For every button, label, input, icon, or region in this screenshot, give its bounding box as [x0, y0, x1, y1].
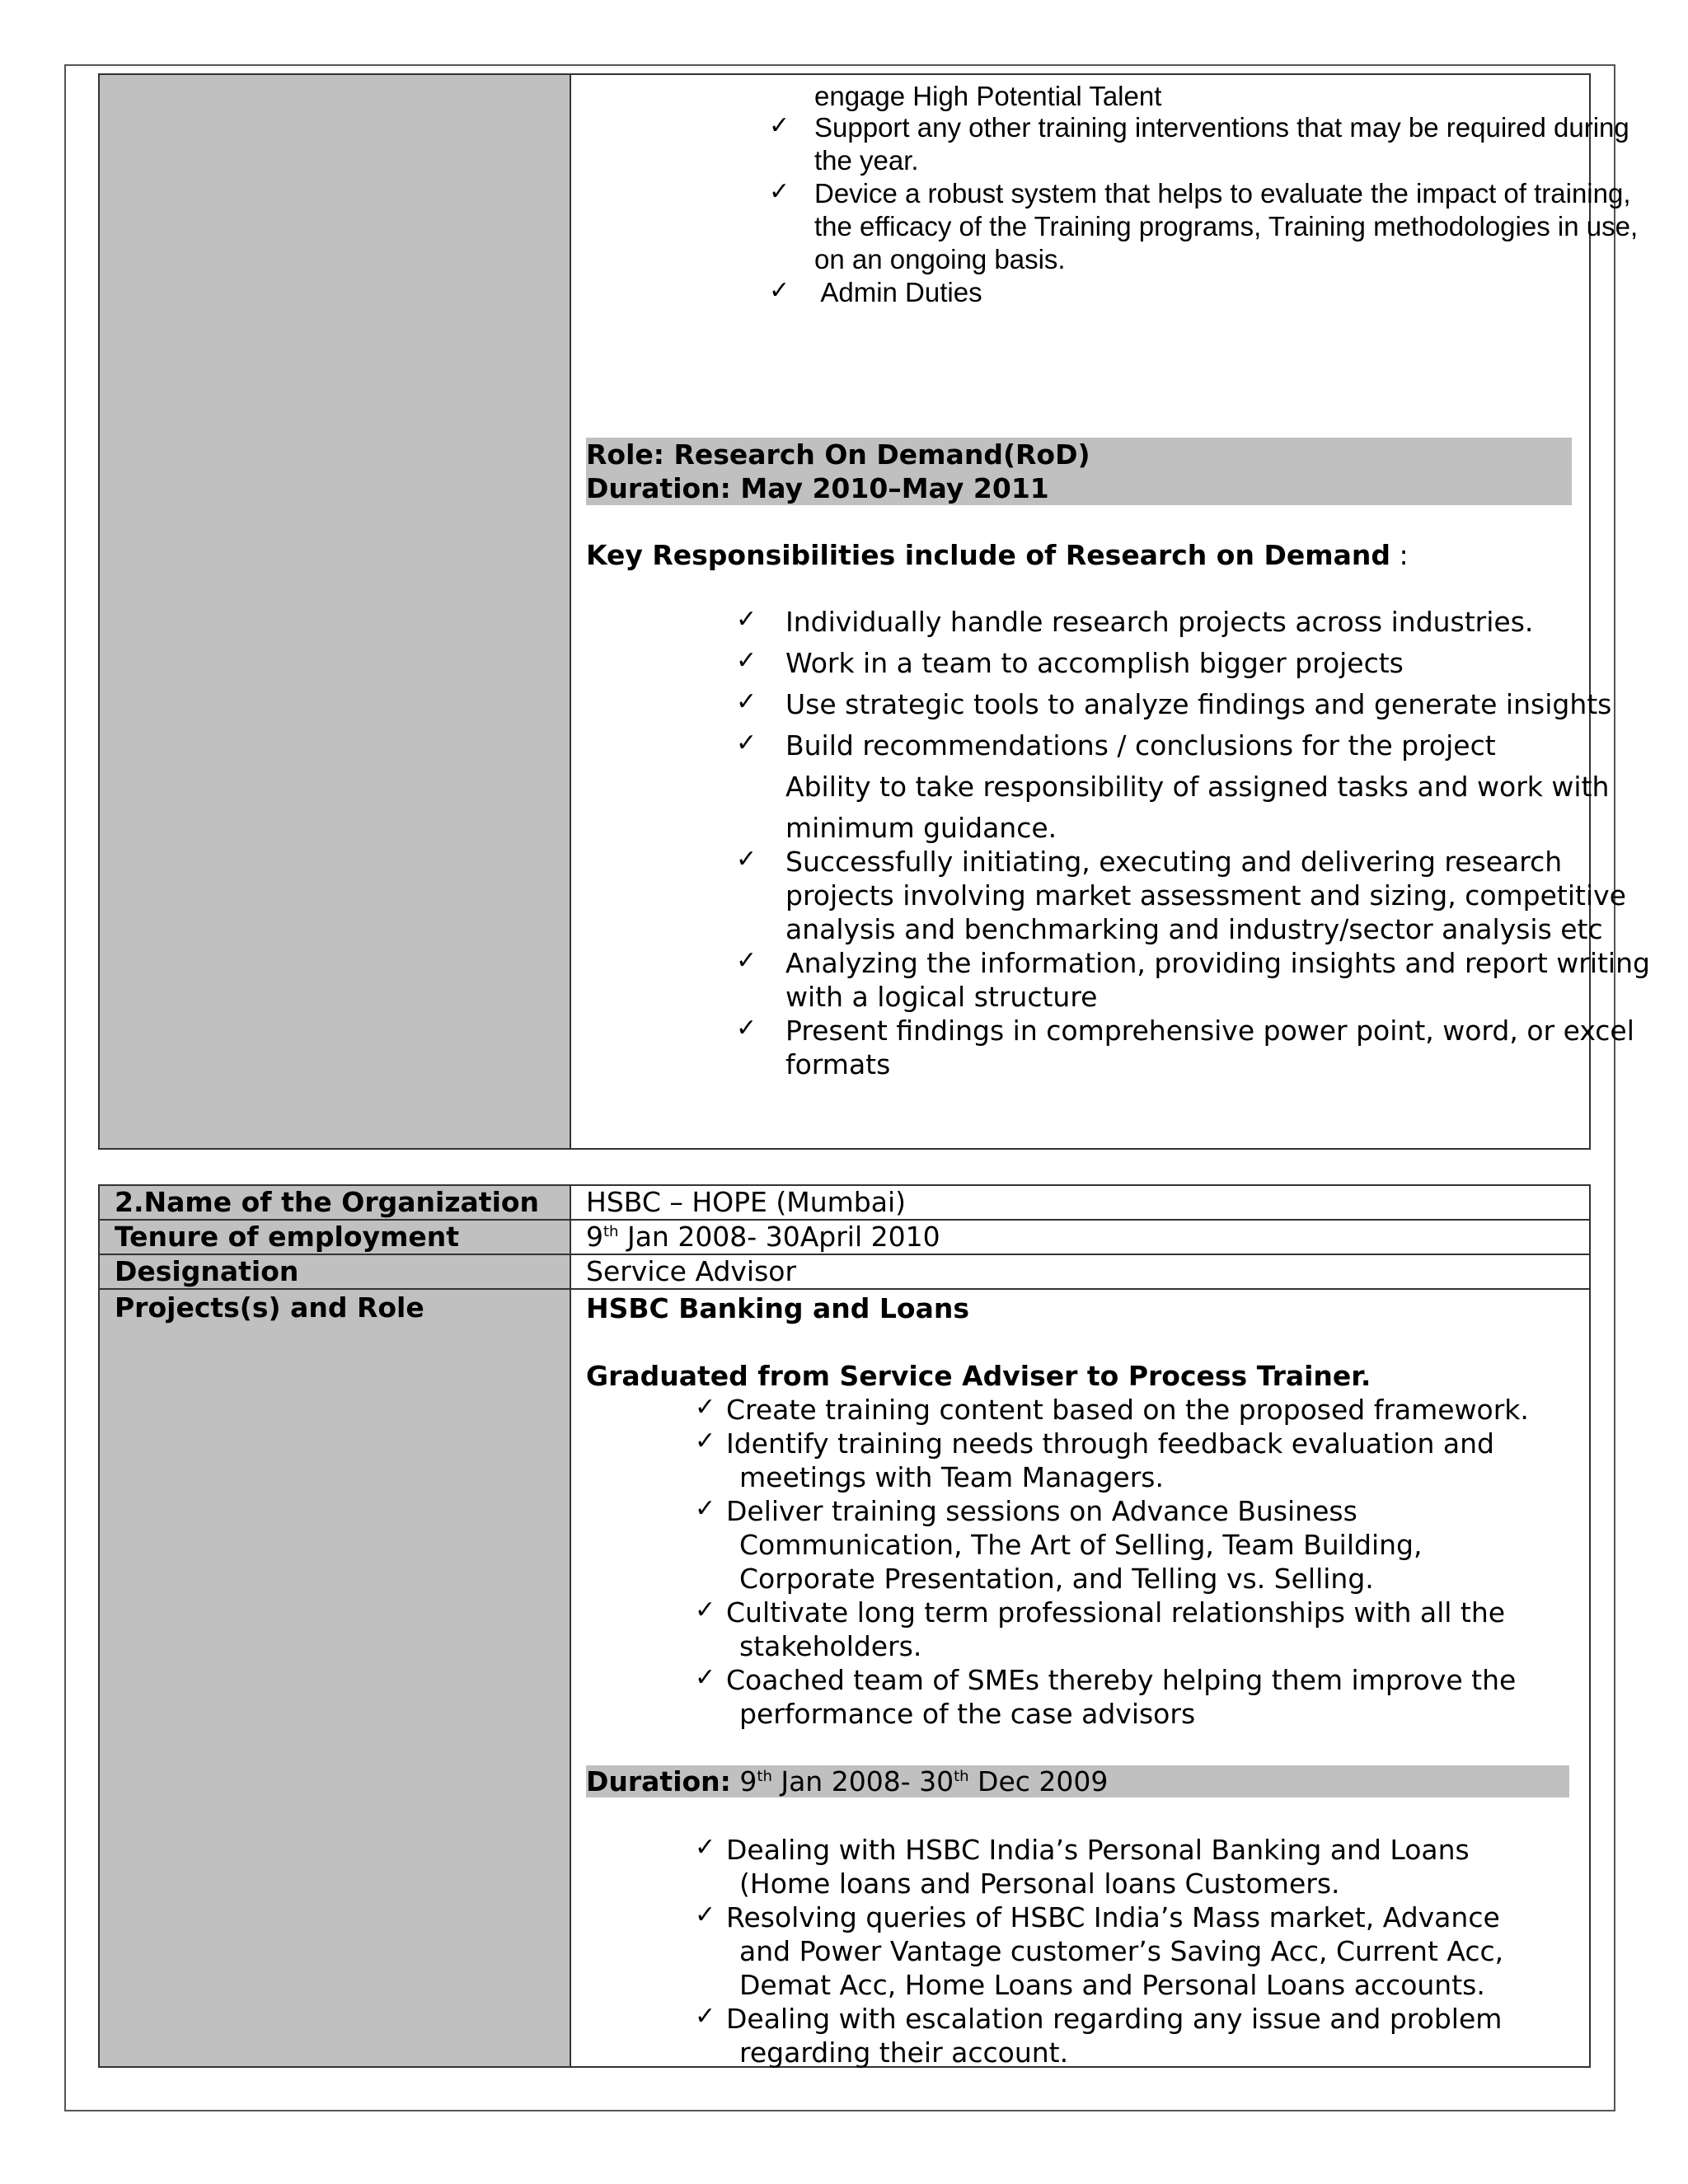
tenure-label: Tenure of employment: [115, 1221, 460, 1253]
list-item-cont: on an ongoing basis.: [814, 244, 1066, 274]
key-responsibilities-heading: [586, 538, 1409, 572]
key-responsibilities-label: Key Responsibilities include of Research on Demand: [586, 539, 1390, 571]
check-icon: ✓: [736, 687, 757, 716]
check-icon: ✓: [769, 276, 790, 305]
list-item-cont: projects involving market assessment and sizing, competitive: [785, 879, 1626, 912]
ability-line: Ability to take responsibility of assigned tasks and work with: [785, 771, 1610, 803]
tenure-day-suffix: th: [603, 1223, 619, 1240]
duration-end-suffix: th: [954, 1768, 969, 1785]
list-item: Individually handle research projects across industries.: [785, 606, 1534, 638]
designation-label: Designation: [115, 1255, 299, 1287]
list-item-cont: analysis and benchmarking and industry/sector analysis etc: [785, 913, 1603, 945]
list-item-cont: Communication, The Art of Selling, Team Building,: [739, 1529, 1423, 1561]
list-item-cont: stakeholders.: [739, 1630, 922, 1662]
list-item: Admin Duties: [814, 277, 982, 307]
check-icon: ✓: [736, 946, 757, 975]
list-item: Work in a team to accomplish bigger projects: [785, 647, 1404, 679]
check-icon: ✓: [695, 1427, 716, 1455]
list-item-cont: the year.: [814, 145, 919, 176]
check-icon: ✓: [695, 1494, 716, 1523]
duration-label: Duration:: [586, 1765, 731, 1797]
org-label: 2.Name of the Organization: [115, 1186, 540, 1218]
designation-value: Service Advisor: [586, 1255, 797, 1287]
list-item: Dealing with HSBC India’s Personal Banking and Loans: [726, 1834, 1470, 1866]
check-icon: ✓: [769, 111, 790, 140]
list-item-cont: the efficacy of the Training programs, Training methodologies in use,: [814, 211, 1639, 241]
list-item-cont: and Power Vantage customer’s Saving Acc, Current Acc,: [739, 1935, 1504, 1967]
details-column: [571, 75, 1650, 1148]
list-item-cont: (Home loans and Personal loans Customers.: [739, 1868, 1340, 1900]
list-item: Dealing with escalation regarding any issue and problem: [726, 2003, 1503, 2035]
check-icon: ✓: [736, 1014, 757, 1043]
duration-start-day: 9: [730, 1765, 757, 1797]
check-icon: ✓: [736, 605, 757, 634]
ability-line-cont: minimum guidance.: [785, 812, 1057, 844]
continued-line: engage High Potential Talent: [814, 81, 1162, 111]
list-item: Build recommendations / conclusions for the project: [785, 729, 1496, 762]
list-item: Support any other training interventions that may be required during: [814, 112, 1629, 143]
list-item: Resolving queries of HSBC India’s Mass market, Advance: [726, 1901, 1500, 1933]
check-icon: ✓: [695, 1663, 716, 1692]
list-item: Device a robust system that helps to evaluate the impact of training,: [814, 178, 1631, 209]
duration-end: Dec 2009: [968, 1765, 1109, 1797]
org-value: HSBC – HOPE (Mumbai): [586, 1186, 906, 1218]
list-item-cont: with a logical structure: [785, 981, 1098, 1013]
tenure-day: 9: [586, 1221, 603, 1253]
role-title: Role: Research On Demand(RoD): [586, 438, 1090, 471]
check-icon: ✓: [736, 845, 757, 874]
check-icon: ✓: [736, 646, 757, 675]
check-icon: ✓: [769, 177, 790, 206]
key-responsibilities-colon: :: [1390, 539, 1409, 571]
projects-label: Projects(s) and Role: [115, 1291, 424, 1324]
list-item: Coached team of SMEs thereby helping them improve the: [726, 1664, 1517, 1696]
list-item: Deliver training sessions on Advance Business: [726, 1495, 1357, 1527]
list-item-cont: performance of the case advisors: [739, 1698, 1196, 1730]
list-item-cont: Demat Acc, Home Loans and Personal Loans accounts.: [739, 1969, 1485, 2001]
projects-details: [571, 1186, 1589, 2069]
duration-middle: Jan 2008- 30: [771, 1765, 954, 1797]
list-item-cont: Corporate Presentation, and Telling vs. Selling.: [739, 1563, 1374, 1595]
list-item: Analyzing the information, providing insights and report writing: [785, 947, 1650, 979]
check-icon: ✓: [695, 1596, 716, 1624]
duration-line: [586, 1765, 1108, 1798]
check-icon: ✓: [736, 729, 757, 757]
left-label-column: [100, 75, 571, 1148]
list-item: Cultivate long term professional relationships with all the: [726, 1596, 1506, 1629]
list-item: Create training content based on the proposed framework.: [726, 1394, 1529, 1426]
list-item: Present findings in comprehensive power point, word, or excel: [785, 1015, 1634, 1047]
list-item-cont: regarding their account.: [739, 2036, 1069, 2069]
experience-table-hsbc: [98, 1184, 1591, 2068]
graduated-heading: Graduated from Service Adviser to Process Trainer.: [586, 1360, 1372, 1392]
list-item-cont: meetings with Team Managers.: [739, 1461, 1164, 1493]
role-duration: Duration: May 2010–May 2011: [586, 472, 1049, 504]
list-item-cont: formats: [785, 1048, 891, 1080]
duration-start-suffix: th: [757, 1768, 772, 1785]
experience-table-continued: [98, 73, 1650, 1150]
list-item: Use strategic tools to analyze findings and generate insights: [785, 688, 1612, 720]
check-icon: ✓: [695, 1900, 716, 1929]
check-icon: ✓: [695, 1833, 716, 1862]
tenure-rest: Jan 2008- 30April 2010: [618, 1221, 940, 1253]
check-icon: ✓: [695, 2002, 716, 2031]
check-icon: ✓: [695, 1393, 716, 1422]
project-title: HSBC Banking and Loans: [586, 1292, 969, 1324]
list-item: Identify training needs through feedback evaluation and: [726, 1427, 1494, 1460]
list-item: Successfully initiating, executing and delivering research: [785, 846, 1563, 878]
